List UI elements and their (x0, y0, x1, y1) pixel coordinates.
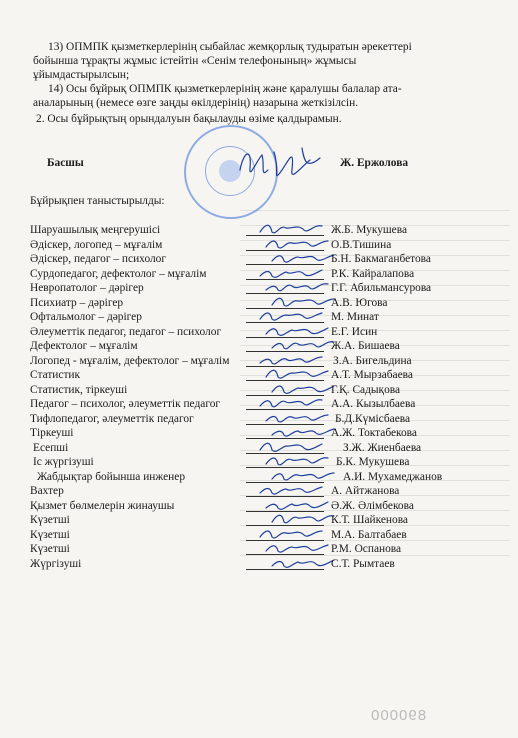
staff-name: Р.М. Оспанова (331, 543, 402, 555)
staff-position: Жабдықтар бойынша инженер (37, 470, 186, 483)
staff-name: А.Т. Мырзабаева (331, 369, 413, 381)
staff-name: С.Т. Рымтаев (331, 557, 395, 570)
staff-name: М. Минат (331, 311, 379, 323)
staff-position: Шаруашылық меңгерушісі (30, 224, 161, 236)
staff-name: Б.Н. Бакмаганбетова (331, 253, 431, 265)
item13-line2: бойынша тұрақты жұмыс істейтін «Сенім телефонының» жұмысы (33, 55, 357, 67)
staff-position: Әдіскер, логопед – мұғалім (30, 238, 163, 251)
staff-position: Офтальмолог – дәрігер (30, 311, 142, 323)
staff-name: О.В.Тишина (331, 238, 392, 251)
staff-position: Күзетші (30, 514, 70, 526)
staff-name: А.А. Кызылбаева (331, 398, 416, 410)
item13-line3: ұйымдастырылсын; (33, 69, 130, 81)
staff-name: З.А. Бигельдина (333, 354, 412, 367)
staff-name: З.Ж. Жиенбаева (343, 441, 422, 454)
staff-position: Педагог – психолог, әлеуметтік педагог (30, 398, 221, 410)
staff-position: Логопед - мұғалім, дефектолог – мұғалім (30, 354, 230, 367)
staff-position: Тіркеуші (30, 427, 74, 439)
staff-position: Тифлопедагог, әлеуметтік педагог (30, 412, 194, 425)
staff-position: Күзетші (30, 543, 70, 555)
staff-name: Е.Г. Исин (331, 325, 378, 338)
staff-name: Ә.Ж. Әлімбекова (331, 499, 414, 512)
staff-position: Іс жүргізуші (33, 456, 94, 468)
staff-position: Невропатолог – дәрігер (30, 282, 144, 294)
staff-position: Сурдопедагог, дефектолог – мұғалім (30, 267, 207, 280)
staff-name: Б.Д.Күмісбаева (335, 412, 411, 425)
staff-name: Г.Г. Абильмансурова (331, 282, 432, 294)
staff-position: Күзетші (30, 528, 70, 541)
staff-position: Қызмет бөлмелерін жинаушы (30, 499, 175, 512)
staff-name: А.Ж. Токтабекова (331, 427, 417, 439)
staff-position: Вахтер (30, 485, 64, 497)
staff-position: Жүргізуші (30, 557, 82, 570)
head-title: Басшы (47, 157, 84, 169)
staff-position: Статистик, тіркеуші (30, 383, 128, 396)
staff-position: Есепші (33, 441, 69, 454)
staff-name: Р.К. Кайралапова (331, 267, 415, 280)
staff-name: Б.К. Мукушева (336, 456, 410, 468)
staff-name: Ж.А. Бишаева (331, 340, 400, 352)
staff-name: А. Айтжанова (331, 485, 400, 497)
head-name: Ж. Ержолова (340, 157, 409, 169)
item14-line2: аналарының (немесе өзге заңды өкілдерінің) назарына жеткізілсін. (33, 97, 359, 109)
staff-name: А.В. Югова (331, 296, 388, 309)
staff-name: К.Т. Шайкенова (331, 514, 408, 526)
staff-position: Статистик (30, 369, 81, 381)
staff-position: Психиатр – дәрігер (30, 296, 124, 309)
staff-position: Әдіскер, педагог – психолог (30, 253, 167, 265)
staff-position: Әлеуметтік педагог, педагог – психолог (30, 325, 222, 338)
staff-signature (270, 554, 340, 572)
head-signature (232, 140, 327, 190)
staff-name: Г.Қ. Садықова (331, 383, 401, 396)
show-through-number: 890000 (370, 707, 427, 724)
point-2: 2. Осы бұйрықтың орындалуын бақылауды өзіме қалдырамын. (36, 113, 342, 125)
acquainted-label: Бұйрықпен таныстырылды: (30, 195, 165, 207)
staff-name: М.А. Балтабаев (331, 528, 407, 541)
staff-position: Дефектолог – мұғалім (30, 340, 138, 352)
item14-line1: 14) Осы бұйрық ОПМПК қызметкерлерінің және қаралушы балалар ата- (48, 83, 402, 95)
staff-name: Ж.Б. Мукушева (331, 224, 408, 236)
item13-line1: 13) ОПМПК қызметкерлерінің сыбайлас жемқорлық тудыратын әрекеттері (48, 41, 412, 53)
staff-name: А.И. Мухамеджанов (343, 470, 443, 483)
